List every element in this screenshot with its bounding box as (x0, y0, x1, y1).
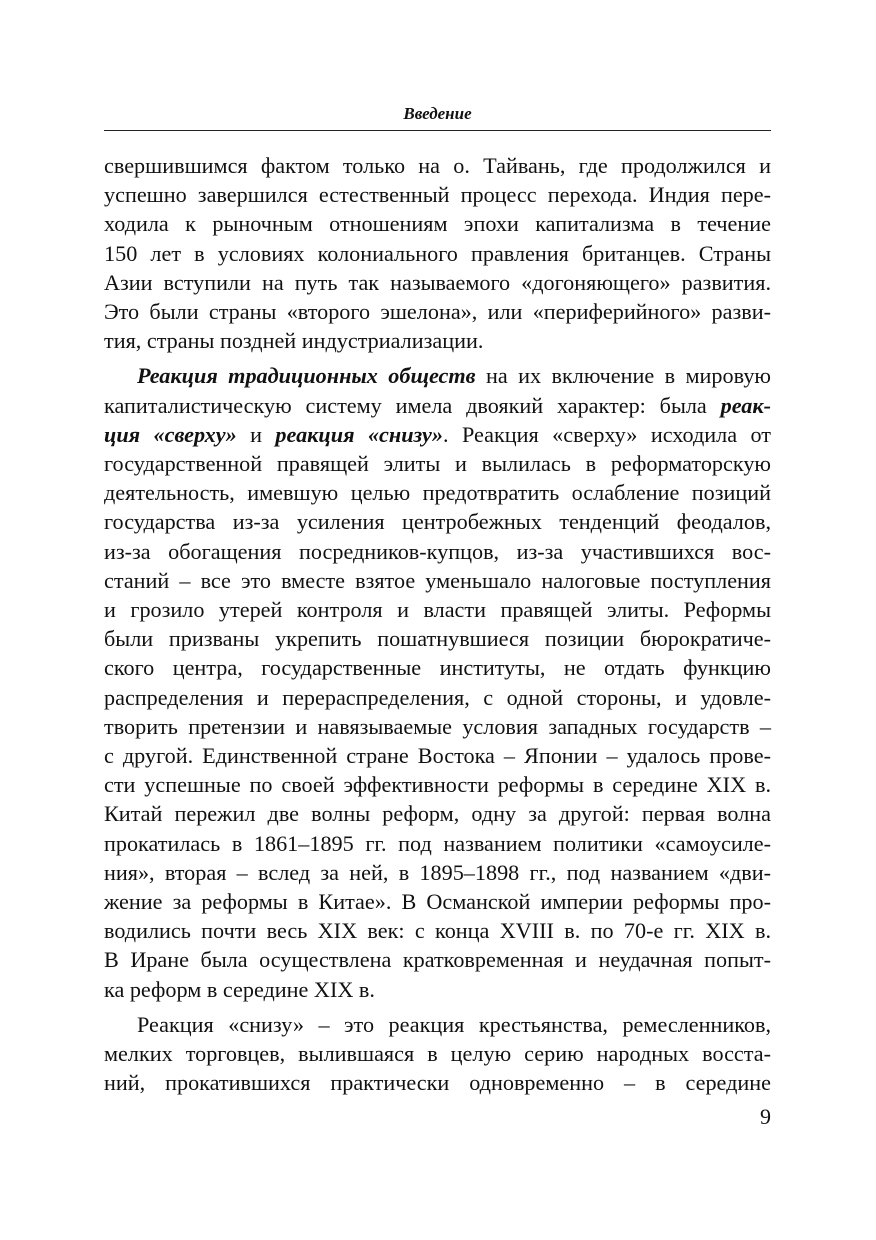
text-line: ния», вторая – вслед за ней, в 1895–1898 гг., под названием «дви- (104, 859, 771, 885)
text-line: были призваны укрепить пошатнувшиеся позиции бюрократиче- (104, 626, 771, 652)
text-line: ского центра, государственные институты, не отдать функцию (104, 655, 771, 681)
text-line: тия, страны поздней индустриализации. (104, 328, 484, 354)
header-rule (104, 130, 771, 131)
page-number: 9 (760, 1104, 771, 1129)
text-line: мелких торговцев, вылившаяся в целую серию народных восста- (104, 1041, 771, 1067)
text-line: Китай пережил две волны реформ, одну за другой: первая волна (104, 801, 771, 827)
text-line: и грозило утерей контроля и власти правящей элиты. Реформы (104, 597, 771, 623)
text-line: жение за реформы в Китае». В Османской империи реформы про- (104, 889, 771, 915)
text-line: прокатилась в 1861–1895 гг. под названием политики «самоусиле- (104, 830, 771, 856)
text-line: с другой. Единственной стране Востока – Японии – удалось прове- (104, 743, 771, 769)
text-line: Азии вступили на путь так называемого «догоняющего» развития. (104, 269, 771, 295)
text-line: творить претензии и навязываемые условия западных государств – (104, 713, 771, 739)
body-text (104, 151, 771, 1098)
text-line: свершившимся фактом только на о. Тайвань, где продолжился и (104, 153, 771, 178)
text-line: деятельность, имевшую целью предотвратить ослабление позиций (104, 480, 771, 506)
text-line: ка реформ в середине XIX в. (104, 976, 375, 1002)
text-line: водились почти весь XIX век: с конца XVIII в. по 70-е гг. XIX в. (104, 918, 771, 944)
text-line: из-за обогащения посредников-купцов, из-за участившихся вос- (104, 538, 771, 564)
text-line: государства из-за усиления центробежных тенденций феодалов, (104, 509, 771, 535)
text-line: государственной правящей элиты и вылилась в реформаторскую (104, 451, 771, 477)
text-line: ция «сверху» и реакция «снизу». Реакция «сверху» исходила от (104, 421, 771, 447)
text-line: Реакция «снизу» – это реакция крестьянства, ремесленников, (137, 1011, 771, 1037)
text-line: станий – все это вместе взятое уменьшало налоговые поступления (104, 567, 771, 593)
text-line: сти успешные по своей эффективности реформы в середине XIX в. (104, 772, 771, 798)
text-line: распределения и перераспределения, с одной стороны, и удовле- (104, 684, 771, 710)
text-line: ходила к рыночным отношениям эпохи капитализма в течение (104, 211, 771, 237)
text-line: 150 лет в условиях колониального правления британцев. Страны (104, 240, 771, 266)
running-head-title: Введение (403, 104, 472, 123)
text-line: капиталистическую систему имела двоякий характер: была реак- (104, 392, 771, 418)
text-line: Реакция традиционных обществ на их включение в мировую (137, 363, 771, 389)
text-line: В Иране была осуществлена кратковременная и неудачная попыт- (104, 947, 771, 973)
text-line: Это были страны «второго эшелона», или «периферийного» разви- (104, 299, 771, 325)
text-line: успешно завершился естественный процесс перехода. Индия пере- (104, 182, 771, 208)
text-line: ний, прокатившихся практически одновременно – в середине (104, 1070, 771, 1096)
